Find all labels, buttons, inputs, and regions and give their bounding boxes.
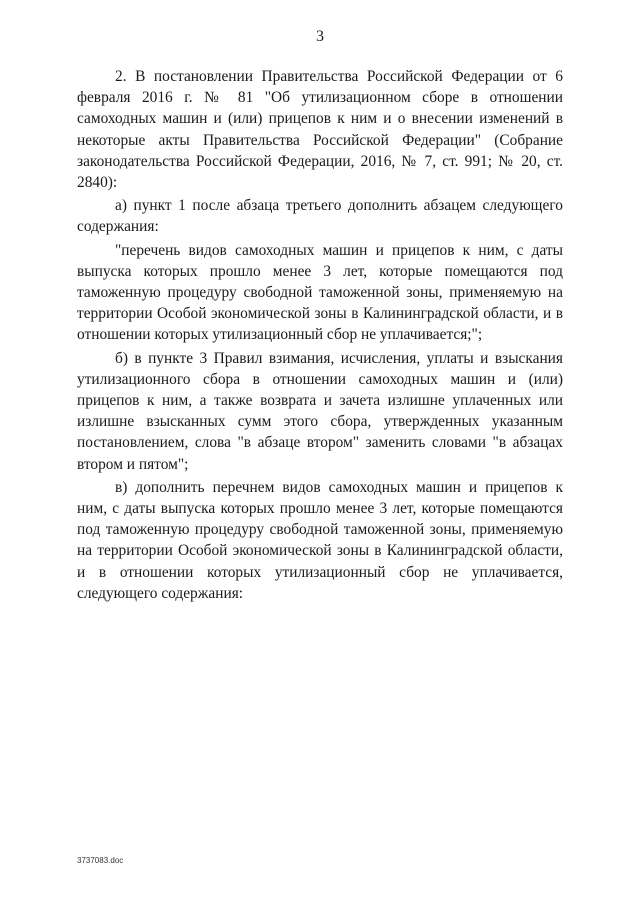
file-name-footer: 3737083.doc xyxy=(77,856,124,865)
paragraph-quoted-list: "перечень видов самоходных машин и прицепов к ним, с даты выпуска которых прошло менее 3 лет, которые помещаются под таможенную процедуру свободной таможенной зоны, применяемую на территории Особой экономической зоны в Калининградской области, и в отношении которых утилизационный сбор не уплачивается;"; xyxy=(77,241,563,344)
paragraph-item-a: а) пункт 1 после абзаца третьего дополнить абзацем следующего содержания: xyxy=(77,197,563,236)
paragraph-item-v: в) дополнить перечнем видов самоходных машин и прицепов к ним, с даты выпуска которых прошло менее 3 лет, которые помещаются под таможенную процедуру свободной таможенной зоны, применяемую на территории Особой экономической зоны в Калининградской области, и в отношении которых утилизационный сбор не уплачивается, следующего содержания: xyxy=(77,478,563,602)
page-number: 3 xyxy=(316,28,324,45)
document-body xyxy=(77,66,563,606)
paragraph-amendment-intro: 2. В постановлении Правительства Российской Федерации от 6 февраля 2016 г. № 81 "Об утилизационном сборе в отношении самоходных машин и (или) прицепов к ним и о внесении изменений в некоторые акты Правительства Российской Федерации" (Собрание законодательства Российской Федерации, 2016, № 7, ст. 991; № 20, ст. 2840): xyxy=(77,68,563,192)
paragraph-item-b: б) в пункте 3 Правил взимания, исчисления, уплаты и взыскания утилизационного сбора в отношении самоходных машин и (или) прицепов к ним, а также возврата и зачета излишне уплаченных или излишне взысканных сумм этого сбора, утвержденных указанным постановлением, слова "в абзаце втором" заменить словами "в абзацах втором и пятом"; xyxy=(77,349,563,473)
